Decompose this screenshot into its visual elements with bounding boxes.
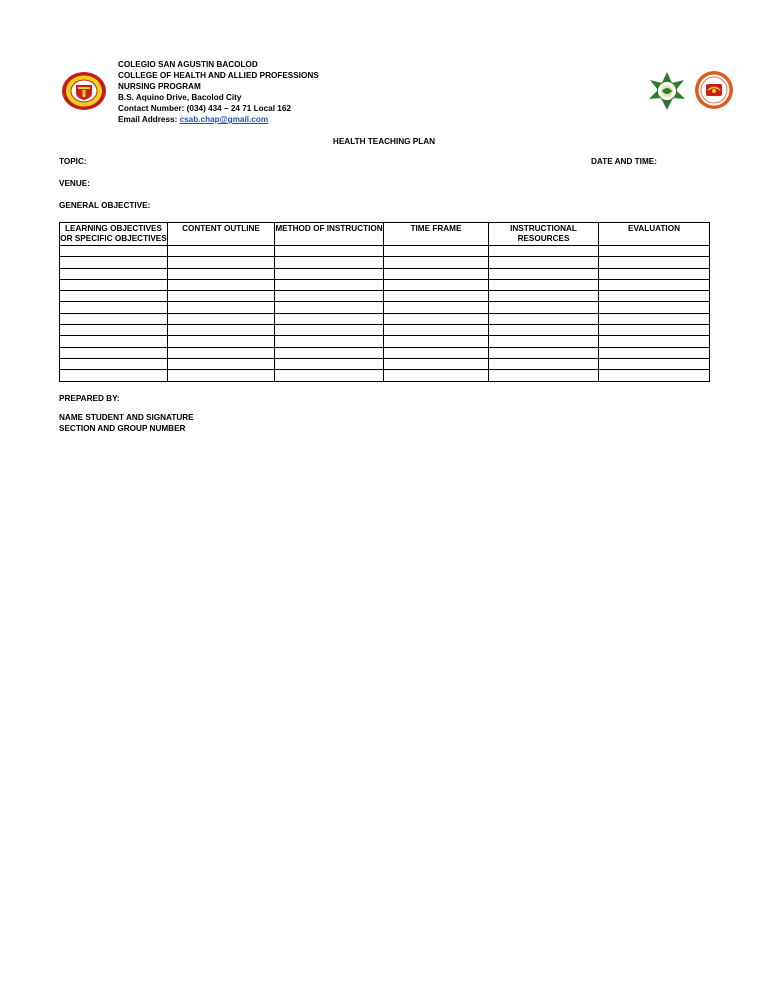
column-header-instructional-resources: INSTRUCTIONAL RESOURCES (489, 223, 599, 246)
column-header-learning-objectives: LEARNING OBJECTIVES OR SPECIFIC OBJECTIVES (60, 223, 168, 246)
table-cell[interactable] (489, 313, 599, 324)
table-cell[interactable] (60, 291, 168, 302)
column-header-method-of-instruction: METHOD OF INSTRUCTION (275, 223, 384, 246)
table-cell[interactable] (60, 313, 168, 324)
table-row (60, 358, 710, 369)
table-cell[interactable] (275, 336, 384, 347)
table-row (60, 336, 710, 347)
email-line (118, 114, 319, 125)
table-cell[interactable] (168, 246, 275, 257)
table-cell[interactable] (60, 246, 168, 257)
table-cell[interactable] (168, 268, 275, 279)
table-cell[interactable] (60, 257, 168, 268)
table-cell[interactable] (489, 246, 599, 257)
document-title: HEALTH TEACHING PLAN (332, 137, 436, 146)
date-time-field-label: DATE AND TIME: (591, 157, 657, 166)
school-address: B.S. Aquino Drive, Bacolod City (118, 93, 242, 102)
table-cell[interactable] (384, 291, 489, 302)
table-cell[interactable] (384, 358, 489, 369)
table-row (60, 370, 710, 381)
table-cell[interactable] (168, 325, 275, 336)
table-cell[interactable] (168, 302, 275, 313)
table-cell[interactable] (60, 336, 168, 347)
table-cell[interactable] (384, 347, 489, 358)
column-header-evaluation: EVALUATION (599, 223, 710, 246)
table-cell[interactable] (599, 336, 710, 347)
table-cell[interactable] (275, 358, 384, 369)
table-cell[interactable] (275, 347, 384, 358)
table-cell[interactable] (489, 347, 599, 358)
table-cell[interactable] (384, 336, 489, 347)
table-cell[interactable] (60, 268, 168, 279)
table-cell[interactable] (168, 313, 275, 324)
table-row (60, 347, 710, 358)
table-cell[interactable] (168, 336, 275, 347)
table-cell[interactable] (384, 246, 489, 257)
table-cell[interactable] (168, 370, 275, 381)
table-cell[interactable] (489, 370, 599, 381)
letterhead (118, 59, 319, 125)
table-cell[interactable] (489, 325, 599, 336)
table-cell[interactable] (275, 370, 384, 381)
school-name: COLEGIO SAN AGUSTIN BACOLOD (118, 60, 258, 69)
table-cell[interactable] (60, 358, 168, 369)
table-cell[interactable] (168, 291, 275, 302)
table-cell[interactable] (489, 279, 599, 290)
college-round-seal-logo (694, 70, 734, 110)
table-cell[interactable] (384, 257, 489, 268)
table-cell[interactable] (599, 358, 710, 369)
table-cell[interactable] (599, 257, 710, 268)
table-cell[interactable] (168, 257, 275, 268)
table-row (60, 302, 710, 313)
nursing-star-emblem-logo (645, 71, 689, 111)
table-cell[interactable] (599, 279, 710, 290)
table-cell[interactable] (599, 325, 710, 336)
table-cell[interactable] (489, 257, 599, 268)
table-cell[interactable] (599, 268, 710, 279)
table-cell[interactable] (168, 279, 275, 290)
college-name: COLLEGE OF HEALTH AND ALLIED PROFESSIONS (118, 71, 319, 80)
table-cell[interactable] (384, 279, 489, 290)
venue-field-label: VENUE: (59, 179, 90, 188)
table-row (60, 268, 710, 279)
table-cell[interactable] (60, 325, 168, 336)
table-cell[interactable] (599, 313, 710, 324)
table-cell[interactable] (384, 302, 489, 313)
table-row (60, 246, 710, 257)
table-cell[interactable] (275, 268, 384, 279)
section-group-label: SECTION AND GROUP NUMBER (59, 424, 186, 433)
table-cell[interactable] (384, 325, 489, 336)
table-body (60, 246, 710, 382)
teaching-plan-table (59, 222, 710, 382)
contact-number: Contact Number: (034) 434 – 24 71 Local 162 (118, 104, 291, 113)
table-cell[interactable] (489, 358, 599, 369)
general-objective-field-label: GENERAL OBJECTIVE: (59, 201, 151, 210)
school-seal-logo (61, 71, 107, 111)
column-header-time-frame: TIME FRAME (384, 223, 489, 246)
table-cell[interactable] (384, 370, 489, 381)
table-cell[interactable] (384, 313, 489, 324)
table-cell[interactable] (60, 347, 168, 358)
email-label: Email Address: (118, 115, 180, 124)
table-cell[interactable] (168, 347, 275, 358)
name-signature-label: NAME STUDENT AND SIGNATURE (59, 413, 194, 422)
table-row (60, 291, 710, 302)
table-row (60, 313, 710, 324)
table-cell[interactable] (275, 325, 384, 336)
table-row (60, 257, 710, 268)
table-cell[interactable] (60, 370, 168, 381)
table-cell[interactable] (60, 279, 168, 290)
table-cell[interactable] (489, 291, 599, 302)
table-cell[interactable] (275, 246, 384, 257)
table-cell[interactable] (275, 291, 384, 302)
table-row (60, 279, 710, 290)
table-header-row (60, 223, 710, 246)
table-cell[interactable] (489, 268, 599, 279)
table-cell[interactable] (599, 347, 710, 358)
table-cell[interactable] (384, 268, 489, 279)
email-link[interactable]: csab.chap@gmail.com (179, 115, 269, 124)
column-header-content-outline: CONTENT OUTLINE (168, 223, 275, 246)
prepared-by-label: PREPARED BY: (59, 394, 120, 403)
program-name: NURSING PROGRAM (118, 82, 201, 91)
table-cell[interactable] (599, 246, 710, 257)
table-cell[interactable] (275, 279, 384, 290)
table-cell[interactable] (599, 370, 710, 381)
table-cell[interactable] (489, 336, 599, 347)
table-cell[interactable] (168, 358, 275, 369)
table-row (60, 325, 710, 336)
table-cell[interactable] (275, 313, 384, 324)
table-cell[interactable] (275, 257, 384, 268)
table-cell[interactable] (599, 302, 710, 313)
table-cell[interactable] (489, 302, 599, 313)
table-cell[interactable] (599, 291, 710, 302)
table-cell[interactable] (60, 302, 168, 313)
table-cell[interactable] (275, 302, 384, 313)
topic-field-label: TOPIC: (59, 157, 87, 166)
